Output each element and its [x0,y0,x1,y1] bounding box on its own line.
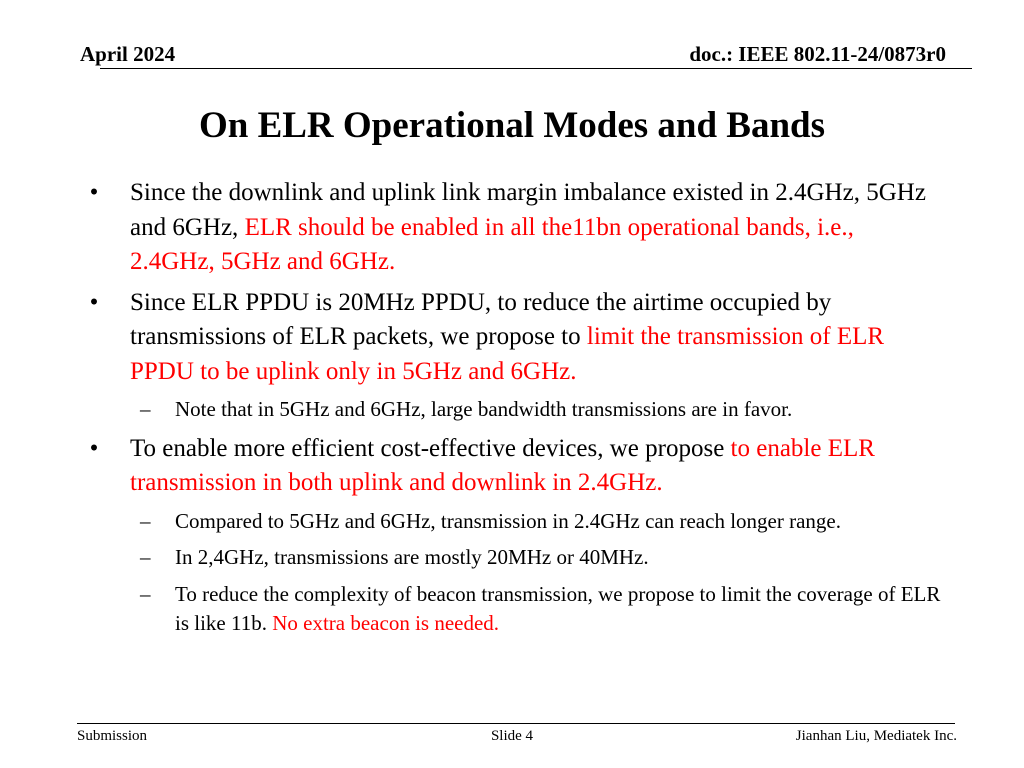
footer-author: Jianhan Liu, Mediatek Inc. [795,728,957,744]
sub-bullet-2-1-text: Note that in 5GHz and 6GHz, large bandwidth transmissions are in favor. [175,397,793,421]
bullet-marker: • [89,434,99,462]
bullet-1-text: Since the downlink and uplink link margin imbalance existed in 2.4GHz, 5GHz and 6GHz, [130,179,926,241]
header-doc-id: doc.: IEEE 802.11-24/0873r0 [689,42,946,66]
bullet-2-highlight: limit the transmission of ELR PPDU to be uplink only in 5GHz and 6GHz. [130,323,885,385]
sub-bullet-3-2-text: In 2,4GHz, transmissions are mostly 20MHz or 40MHz. [175,545,649,569]
sub-bullet-3-1-text: Compared to 5GHz and 6GHz, transmission in 2.4GHz can reach longer range. [175,508,841,533]
slide-body [84,176,944,646]
sub-bullet-3-3-text: To reduce the complexity of beacon transmission, we propose to limit the coverage of ELR is like 11b. [175,581,941,635]
bullet-1-highlight: ELR should be enabled in all the11bn operational bands, i.e., 2.4GHz, 5GHz and 6GHz. [130,213,854,275]
bullet-3 [84,432,944,501]
dash-marker: – [140,508,151,533]
header-date: April 2024 [80,42,176,66]
sub-bullet-3-3-highlight: No extra beacon is needed. [272,611,500,635]
bullet-marker: • [89,288,99,316]
dash-marker: – [140,545,151,569]
footer-submission: Submission [77,728,148,744]
footer-slide-number: Slide 4 [490,728,534,744]
bullet-2 [84,286,944,390]
footer-divider [77,723,955,724]
dash-marker: – [140,397,151,421]
bullet-2-text: Since ELR PPDU is 20MHz PPDU, to reduce the airtime occupied by transmissions of ELR packets, we propose to [130,288,832,350]
bullet-3-highlight: to enable ELR transmission in both uplink and downlink in 2.4GHz. [130,434,875,496]
dash-marker: – [140,581,151,606]
header-divider [100,68,972,69]
sub-bullet-2-1 [84,395,944,425]
sub-bullet-3-2 [84,543,944,573]
bullet-marker: • [89,179,99,206]
sub-bullet-3-3 [84,580,944,639]
bullet-1 [84,176,944,280]
slide-title: On ELR Operational Modes and Bands [198,105,826,146]
sub-bullet-3-1 [84,507,944,537]
bullet-3-text: To enable more efficient cost-effective devices, we propose [130,434,731,462]
